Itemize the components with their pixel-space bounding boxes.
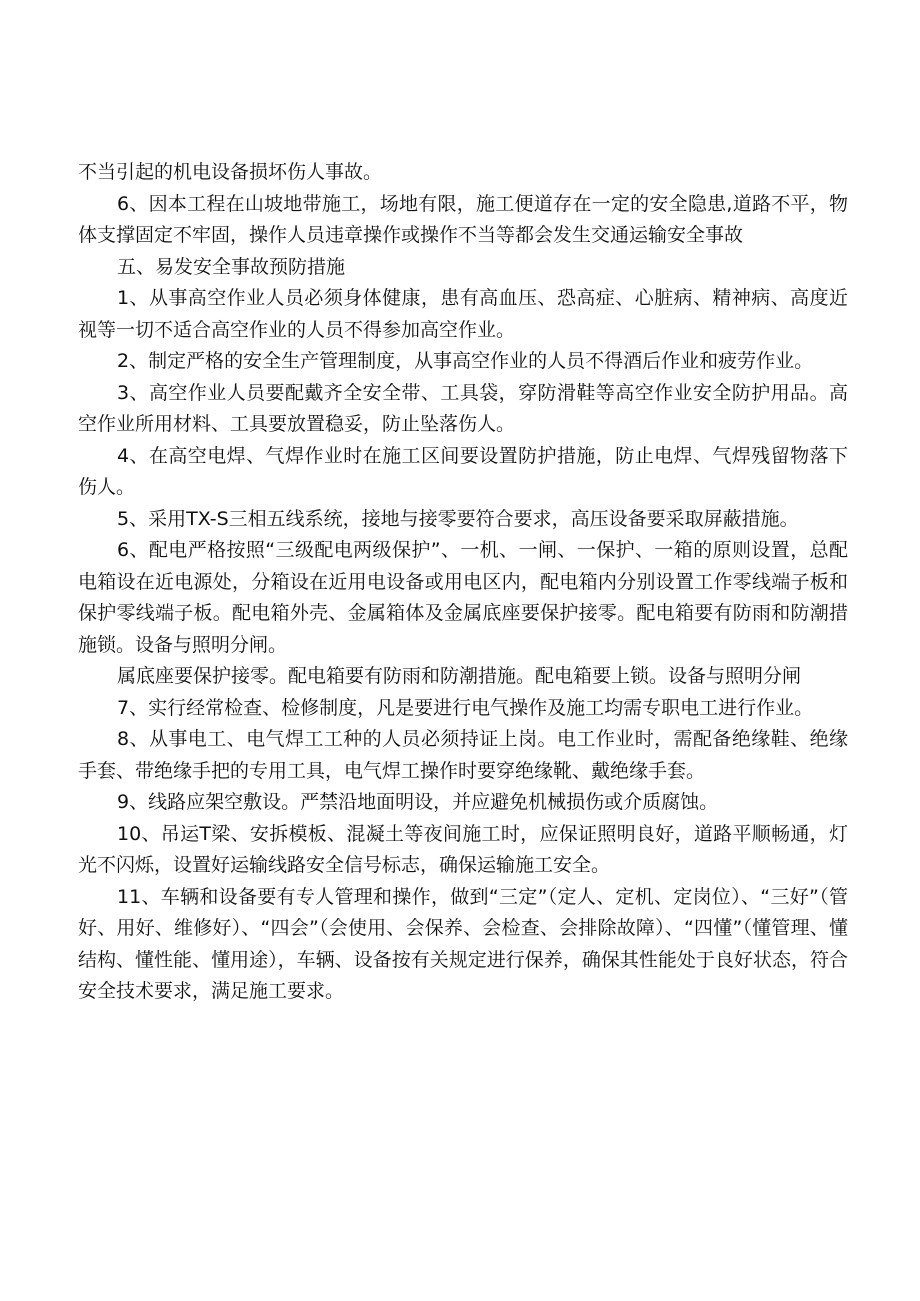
paragraph-item-11: 11、车辆和设备要有专人管理和操作，做到“三定”（定人、定机、定岗位）、“三好”（管好、用好、维修好）、“四会”（会使用、会保养、会检查、会排除故障）、“四懂”（懂管理、懂结构、懂性能、懂用途），车辆、设备按有关规定进行保养，确保其性能处于良好状态，符合安全技术要求，满足施工要求。	[78, 885, 848, 1002]
paragraph-item-6-traffic: 6、因本工程在山坡地带施工，场地有限，施工便道存在一定的安全隐患,道路不平，物体支撑固定不牢固，操作人员违章操作或操作不当等都会发生交通运输安全事故	[78, 192, 848, 246]
paragraph-item-10: 10、吊运T梁、安拆模板、混凝土等夜间施工时，应保证照明良好，道路平顺畅通，灯光不闪烁，设置好运输线路安全信号标志，确保运输施工安全。	[78, 822, 848, 876]
paragraph-item-9: 9、线路应架空敷设。严禁沿地面明设，并应避免机械损伤或介质腐蚀。	[117, 791, 719, 813]
paragraph-item-5: 5、采用TX-S三相五线系统，接地与接零要符合要求，高压设备要采取屏蔽措施。	[117, 507, 799, 530]
paragraph-duplicate-note: 属底座要保护接零。配电箱要有防雨和防潮措施。配电箱要上锁。设备与照明分闸	[117, 665, 802, 687]
paragraph-item-8: 8、从事电工、电气焊工工种的人员必须持证上岗。电工作业时，需配备绝缘鞋、绝缘手套、带绝缘手把的专用工具，电气焊工操作时要穿绝缘靴、戴绝缘手套。	[78, 728, 848, 782]
paragraph-item-7: 7、实行经常检查、检修制度，凡是要进行电气操作及施工均需专职电工进行作业。	[117, 696, 814, 719]
paragraph-item-2: 2、制定严格的安全生产管理制度，从事高空作业的人员不得酒后作业和疲劳作业。	[117, 350, 814, 372]
paragraph-item-3: 3、高空作业人员要配戴齐全安全带、工具袋，穿防滑鞋等高空作业安全防护用品。高空作业所用材料、工具要放置稳妥，防止坠落伤人。	[78, 381, 848, 435]
paragraph-continuation: 不当引起的机电设备损坏伤人事故。	[78, 161, 383, 183]
paragraph-item-4: 4、在高空电焊、气焊作业时在施工区间要设置防护措施，防止电焊、气焊残留物落下伤人。	[78, 444, 848, 498]
section-heading-prevention: 五、易发安全事故预防措施	[117, 255, 346, 278]
document-body	[78, 157, 848, 1008]
paragraph-item-6-power: 6、配电严格按照“三级配电两级保护”、一机、一闸、一保护、一箱的原则设置，总配电箱设在近电源处，分箱设在近用电设备或用电区内，配电箱内分别设置工作零线端子板和保护零线端子板。配电箱外壳、金属箱体及金属底座要保护接零。配电箱要有防雨和防潮措施锁。设备与照明分闸。	[78, 539, 848, 656]
paragraph-item-1: 1、从事高空作业人员必须身体健康，患有高血压、恐高症、心脏病、精神病、高度近视等一切不适合高空作业的人员不得参加高空作业。	[78, 287, 848, 341]
